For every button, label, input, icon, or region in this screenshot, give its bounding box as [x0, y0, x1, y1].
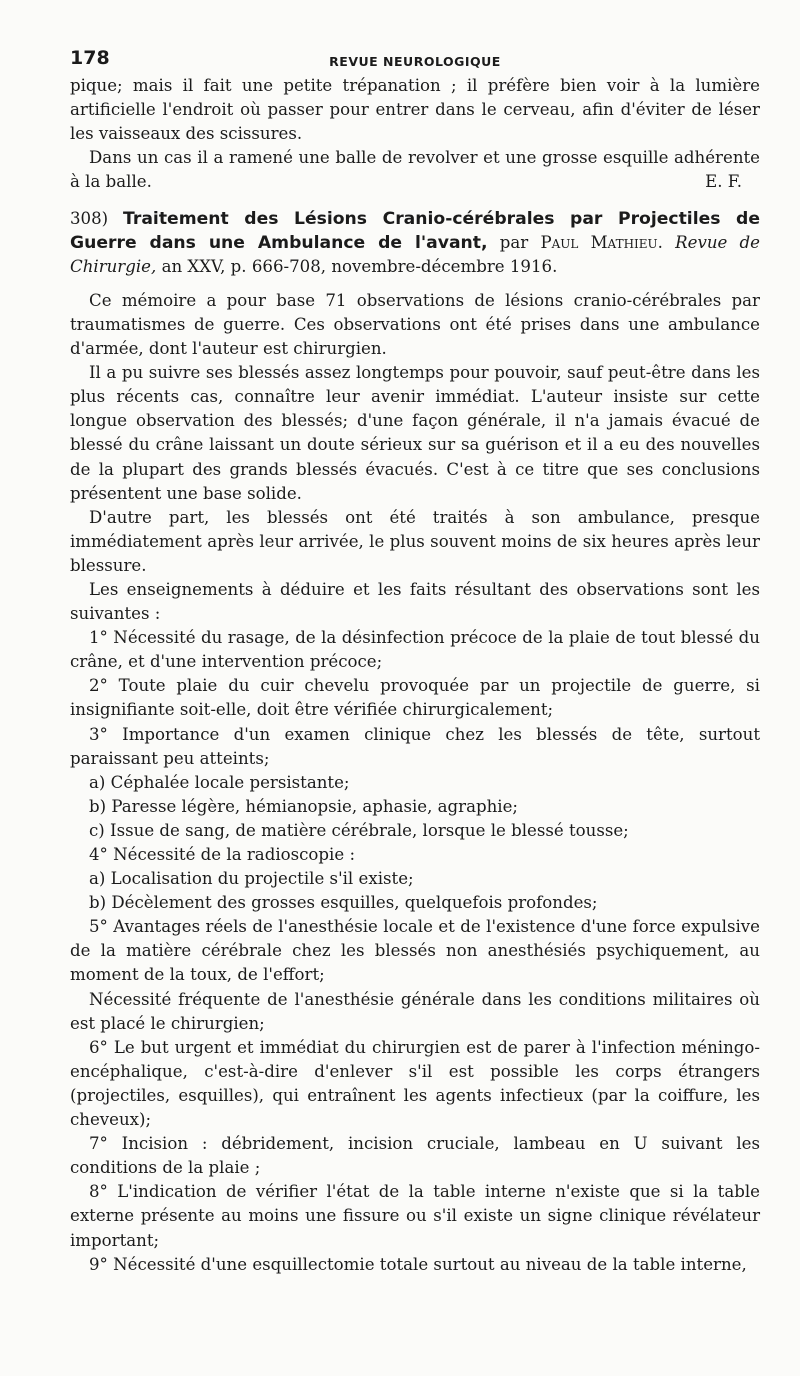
sub-item: a) Localisation du projectile s'il existe;: [89, 869, 414, 889]
article-author: Paul Mathieu.: [540, 232, 663, 252]
body-paragraph: Les enseignements à déduire et les faits résultant des observations sont les suivantes :: [70, 579, 760, 624]
sub-item: b) Décèlement des grosses esquilles, quelquefois profondes;: [89, 893, 598, 913]
sub-item: c) Issue de sang, de matière cérébrale, lorsque le blessé tousse;: [89, 820, 629, 840]
article-citation: an XXV, p. 666-708, novembre-décembre 1916.: [161, 256, 558, 276]
sub-item: a) Céphalée locale persistante;: [89, 772, 350, 792]
page-header: [70, 40, 760, 70]
signature: E. F.: [705, 172, 742, 192]
list-item: 9° Nécessité d'une esquillectomie totale surtout au niveau de la table interne,: [89, 1254, 747, 1274]
body-paragraph: D'autre part, les blessés ont été traités à son ambulance, presque immédiatement après leur arrivée, le plus souvent moins de six heures après leur blessure.: [70, 507, 760, 575]
body-paragraph: Il a pu suivre ses blessés assez longtemps pour pouvoir, sauf peut-être dans les plus récents cas, connaître leur avenir immédiat. L'auteur insiste sur cette longue observation des blessés; d'une façon générale, il n'a jamais évacué de blessé du crâne laissant un doute sérieux sur sa guérison et il a eu des nouvelles de la plupart des grands blessés évacués. C'est à ce titre que ses conclusions présentent une base solide.: [70, 363, 760, 503]
list-item: 7° Incision : débridement, incision cruciale, lambeau en U suivant les conditions de la plaie ;: [70, 1134, 760, 1178]
list-item: 2° Toute plaie du cuir chevelu provoquée par un projectile de guerre, si insignifiante soit-elle, doit être vérifiée chirurgicalement;: [70, 676, 760, 720]
list-item: 5° Avantages réels de l'anesthésie locale et de l'existence d'une force expulsive de la matière cérébrale chez les blessés non anesthésiés psychiquement, au moment de la toux, de l'effort;: [70, 917, 760, 985]
article-heading: [70, 207, 760, 279]
list-item: 3° Importance d'un examen clinique chez les blessés de tête, surtout paraissant peu atteints;: [70, 724, 760, 768]
list-item: 6° Le but urgent et immédiat du chirurgien est de parer à l'infection méningo-encéphalique, c'est-à-dire d'enlever s'il est possible les corps étrangers (projectiles, esquilles), qui entraînent les agents infectieux (par la coiffure, les cheveux);: [70, 1037, 760, 1130]
list-item: 8° L'indication de vérifier l'état de la table interne n'existe que si la table externe présente au moins une fissure ou s'il existe un signe clinique révélateur important;: [70, 1182, 760, 1250]
sub-item: b) Paresse légère, hémianopsie, aphasie, agraphie;: [89, 796, 519, 816]
page: [70, 40, 760, 1277]
prev-paragraph-1: pique; mais il fait une petite trépanation ; il préfère bien voir à la lumière artificielle l'endroit où passer pour entrer dans le cerveau, afin d'éviter de léser les vaisseaux des scissures.: [70, 76, 760, 144]
article-by: par: [499, 232, 529, 252]
body-paragraph: Ce mémoire a pour base 71 observations de lésions cranio-cérébrales par traumatismes de guerre. Ces observations ont été prises dans une ambulance d'armée, dont l'auteur est chirurgien.: [70, 290, 760, 359]
article-journal: Revue de Chirurgie,: [70, 232, 760, 276]
page-number: 178: [70, 47, 110, 69]
running-title: REVUE NEUROLOGIQUE: [329, 54, 501, 69]
article-title: Traitement des Lésions Cranio-cérébrales par Projectiles de Guerre dans une Ambulance de l'avant,: [70, 208, 760, 253]
list-item: 1° Nécessité du rasage, de la désinfection précoce de la plaie de tout blessé du crâne, et d'une intervention précoce;: [70, 628, 760, 672]
body-paragraph: Nécessité fréquente de l'anesthésie générale dans les conditions militaires où est placé le chirurgien;: [70, 989, 760, 1033]
article-number: 308): [70, 208, 109, 228]
list-item: 4° Nécessité de la radioscopie :: [89, 845, 356, 864]
prev-paragraph-2: Dans un cas il a ramené une balle de revolver et une grosse esquille adhérente à la balle.: [70, 148, 760, 192]
